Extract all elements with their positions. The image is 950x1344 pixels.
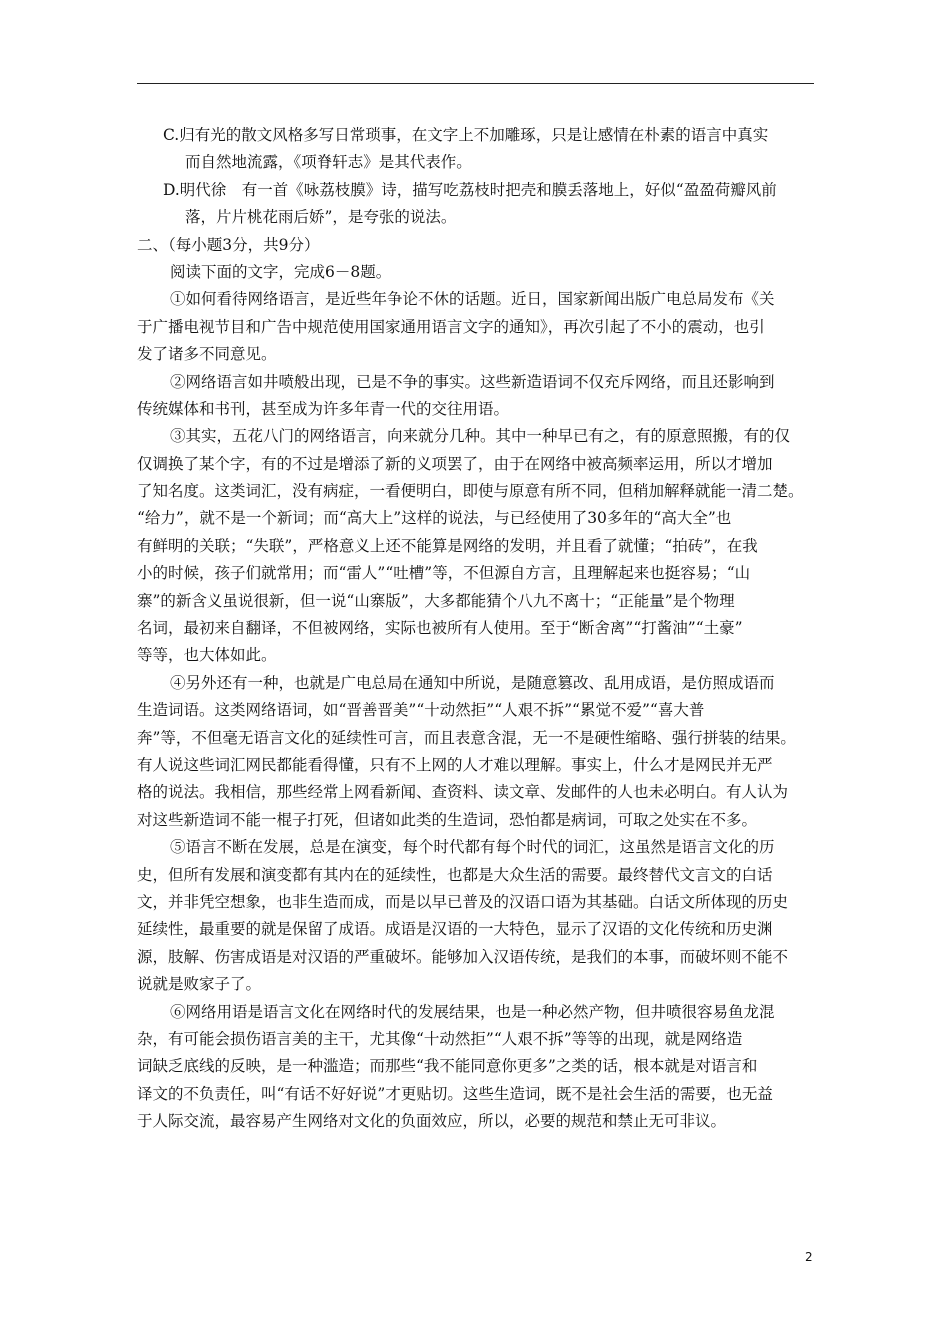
paragraph-5 [137,834,817,998]
paragraph-line: 文，并非凭空想象，也非生造而成，而是以早已普及的汉语口语为其基础。白话文所体现的历史 [137,892,789,911]
paragraph-line: 奔”等，不但毫无语言文化的延续性可言，而且表意含混，无一不是硬性缩略、强行拼装的结果。 [137,728,796,747]
document-body [137,122,817,1135]
paragraph-2 [137,369,817,424]
option-c-line: 而自然地流露，《项脊轩志》是其代表作。 [185,153,472,172]
paragraph-4 [137,670,817,834]
paragraph-6 [137,999,817,1136]
paragraph-line: 发了诸多不同意见。 [137,345,277,364]
paragraph-line: 于人际交流，最容易产生网络对文化的负面效应，所以，必要的规范和禁止无可非议。 [137,1112,727,1131]
passage [137,286,817,1135]
paragraph-line: “给力”，就不是一个新词；而“高大上”这样的说法，与已经使用了30多年的“高大全”也 [137,509,732,528]
paragraph-1 [137,286,817,368]
paragraph-line: 生造词语。这类网络语词，如“晋善晋美”“十动然拒”“人艰不拆”“累觉不爱”“喜大普 [137,701,705,720]
paragraph-line: 名词，最初来自翻译，不但被网络，实际也被所有人使用。至于“断舍离”“打酱油”“土豪” [137,619,743,638]
section-instruction: 阅读下面的文字，完成6－8题。 [170,262,392,281]
paragraph-3 [137,423,817,670]
paragraph-line: ④另外还有一种，也就是广电总局在通知中所说，是随意篡改、乱用成语，是仿照成语而 [170,673,775,692]
paragraph-line: 说就是败家子了。 [137,975,262,994]
paragraph-line: 了知名度。这类词汇，没有病症，一看便明白，即使与原意有所不同，但稍加解释就能一清二楚。 [137,482,804,501]
header-rule [137,83,814,84]
paragraph-line: ②网络语言如井喷般出现，已是不争的事实。这些新造语词不仅充斥网络，而且还影响到 [170,372,775,391]
section-heading: 二、（每小题3分，共9分） [137,235,320,254]
paragraph-line: 小的时候，孩子们就常用；而“雷人”“吐槽”等，不但源自方言，且理解起来也挺容易；“山 [137,564,751,583]
paragraph-line: 仅调换了某个字，有的不过是增添了新的义项罢了，由于在网络中被高频率运用，所以才增加 [137,454,773,473]
paragraph-line: 译文的不负责任，叫“有话不好好说”才更贴切。这些生造词，既不是社会生活的需要，也无益 [137,1084,773,1103]
paragraph-line: 词缺乏底线的反映，是一种滥造；而那些“我不能同意你更多”之类的话，根本就是对语言和 [137,1057,758,1076]
paragraph-line: 等等，也大体如此。 [137,646,277,665]
option-d-line: 落，片片桃花雨后娇”，是夸张的说法。 [185,208,457,227]
option-c-line: C.归有光的散文风格多写日常琐事，在文字上不加雕琢，只是让感情在朴素的语言中真实 [163,126,769,144]
paragraph-line: 有鲜明的关联；“失联”，严格意义上还不能算是网络的发明，并且看了就懂；“拍砖”，在我 [137,536,758,555]
paragraph-line: 格的说法。我相信，那些经常上网看新闻、查资料、读文章、发邮件的人也未必明白。有人认为 [137,783,789,802]
paragraph-line: 于广播电视节目和广告中规范使用国家通用语言文字的通知》，再次引起了不小的震动，也引 [137,317,765,336]
paragraph-line: 延续性，最重要的就是保留了成语。成语是汉语的一大特色，显示了汉语的文化传统和历史渊 [137,920,773,939]
paragraph-line: ③其实，五花八门的网络语言，向来就分几种。其中一种早已有之，有的原意照搬，有的仅 [170,427,791,446]
paragraph-line: 史，但所有发展和演变都有其内在的延续性，也都是大众生活的需要。最终替代文言文的白话 [137,865,773,884]
option-d [137,177,817,232]
paragraph-line: 杂，有可能会损伤语言美的主干，尤其像“十动然拒”“人艰不拆”等等的出现，就是网络造 [137,1029,743,1048]
option-d-line: D.明代徐 有一首《咏荔枝膜》诗，描写吃荔枝时把壳和膜丢落地上，好似“盈盈荷瓣风前 [163,180,777,199]
paragraph-line: ⑤语言不断在发展，总是在演变，每个时代都有每个时代的词汇，这虽然是语言文化的历 [170,838,775,857]
paragraph-line: ⑥网络用语是语言文化在网络时代的发展结果，也是一种必然产物，但井喷很容易鱼龙混 [170,1002,775,1021]
option-c [137,122,817,177]
paragraph-line: 有人说这些词汇网民都能看得懂，只有不上网的人才难以理解。事实上，什么才是网民并无严 [137,755,773,774]
paragraph-line: 寨”的新含义虽说很新，但一说“山寨版”，大多都能猜个八九不离十；“正能量”是个物理 [137,591,735,610]
paragraph-line: 源，肢解、伤害成语是对汉语的严重破坏。能够加入汉语传统，是我们的本事，而破坏则不能不 [137,947,789,966]
page-number: 2 [805,1250,813,1264]
paragraph-line: ①如何看待网络语言，是近些年争论不休的话题。近日，国家新闻出版广电总局发布《关 [170,290,775,309]
paragraph-line: 对这些新造词不能一棍子打死，但诸如此类的生造词，恐怕都是病词，可取之处实在不多。 [137,810,758,829]
paragraph-line: 传统媒体和书刊，甚至成为许多年青一代的交往用语。 [137,399,510,418]
